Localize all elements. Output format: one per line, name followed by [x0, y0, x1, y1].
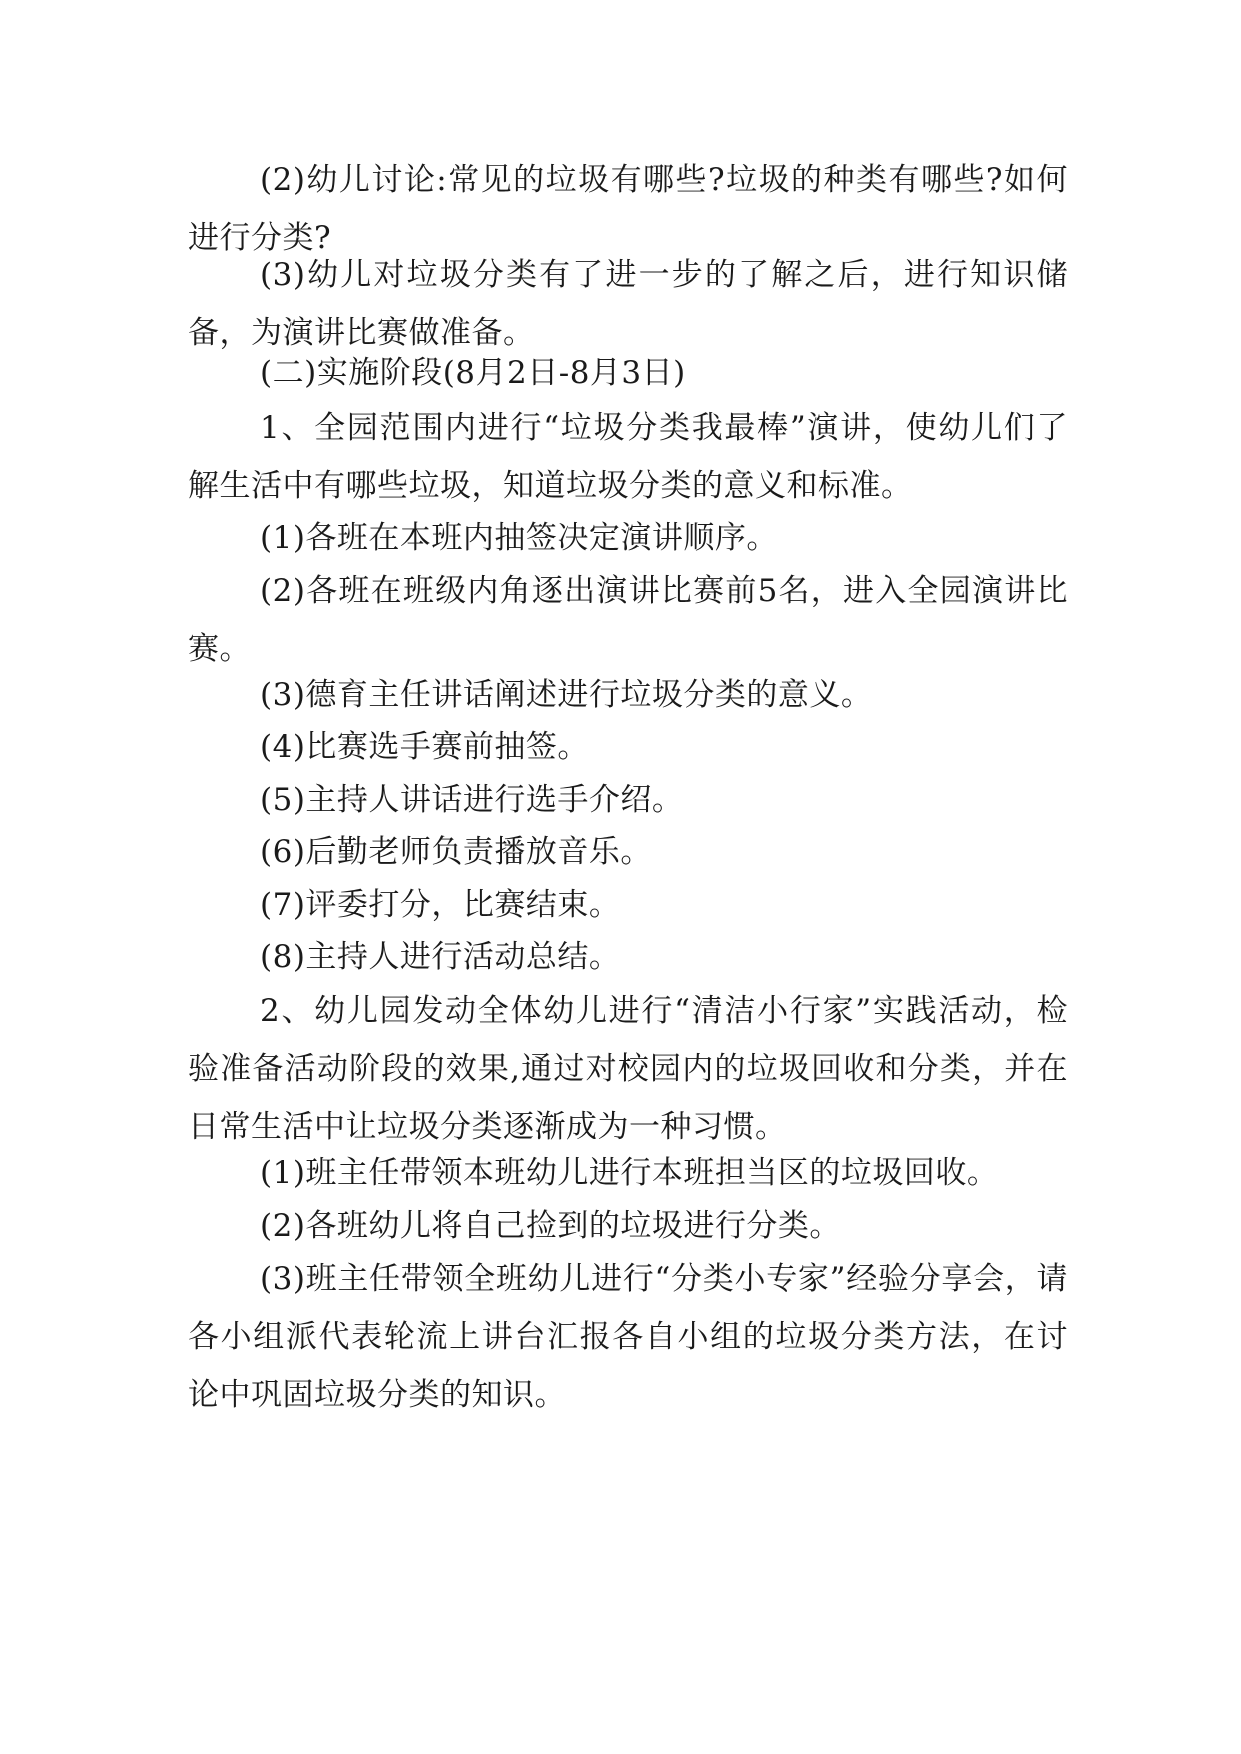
list-item-class-contest: (2)各班在班级内角逐出演讲比赛前5名，进入全园演讲比赛。: [188, 573, 1068, 667]
list-item-music: (6)后勤老师负责播放音乐。: [260, 834, 652, 870]
paragraph-discussion: (2)幼儿讨论:常见的垃圾有哪些?垃圾的种类有哪些?如何进行分类?: [188, 162, 1068, 256]
list-item-draw-lots: (1)各班在本班内抽签决定演讲顺序。: [260, 520, 778, 556]
section-heading-implementation: (二)实施阶段(8月2日-8月3日): [260, 355, 686, 391]
paragraph-speech-contest: 1、全园范围内进行“垃圾分类我最棒”演讲，使幼儿们了解生活中有哪些垃圾，知道垃圾分类的意义和标准。: [188, 410, 1068, 504]
paragraph-knowledge-reserve: (3)幼儿对垃圾分类有了进一步的了解之后，进行知识储备，为演讲比赛做准备。: [188, 257, 1068, 351]
list-item-contestant-lots: (4)比赛选手赛前抽签。: [260, 729, 589, 765]
list-item-sorting: (2)各班幼儿将自己捡到的垃圾进行分类。: [260, 1208, 841, 1244]
list-item-summary: (8)主持人进行活动总结。: [260, 939, 621, 975]
list-item-garbage-collection: (1)班主任带领本班幼儿进行本班担当区的垃圾回收。: [260, 1155, 999, 1191]
paragraph-cleaning-activity: 2、幼儿园发动全体幼儿进行“清洁小行家”实践活动，检验准备活动阶段的效果,通过对校园内的垃圾回收和分类，并在日常生活中让垃圾分类逐渐成为一种习惯。: [188, 993, 1068, 1145]
list-item-experience-sharing: (3)班主任带领全班幼儿进行“分类小专家”经验分享会，请各小组派代表轮流上讲台汇报各自小组的垃圾分类方法，在讨论中巩固垃圾分类的知识。: [188, 1261, 1068, 1413]
list-item-host-intro: (5)主持人讲话进行选手介绍。: [260, 782, 684, 818]
list-item-judging: (7)评委打分，比赛结束。: [260, 887, 621, 923]
list-item-director-speech: (3)德育主任讲话阐述进行垃圾分类的意义。: [260, 677, 873, 713]
